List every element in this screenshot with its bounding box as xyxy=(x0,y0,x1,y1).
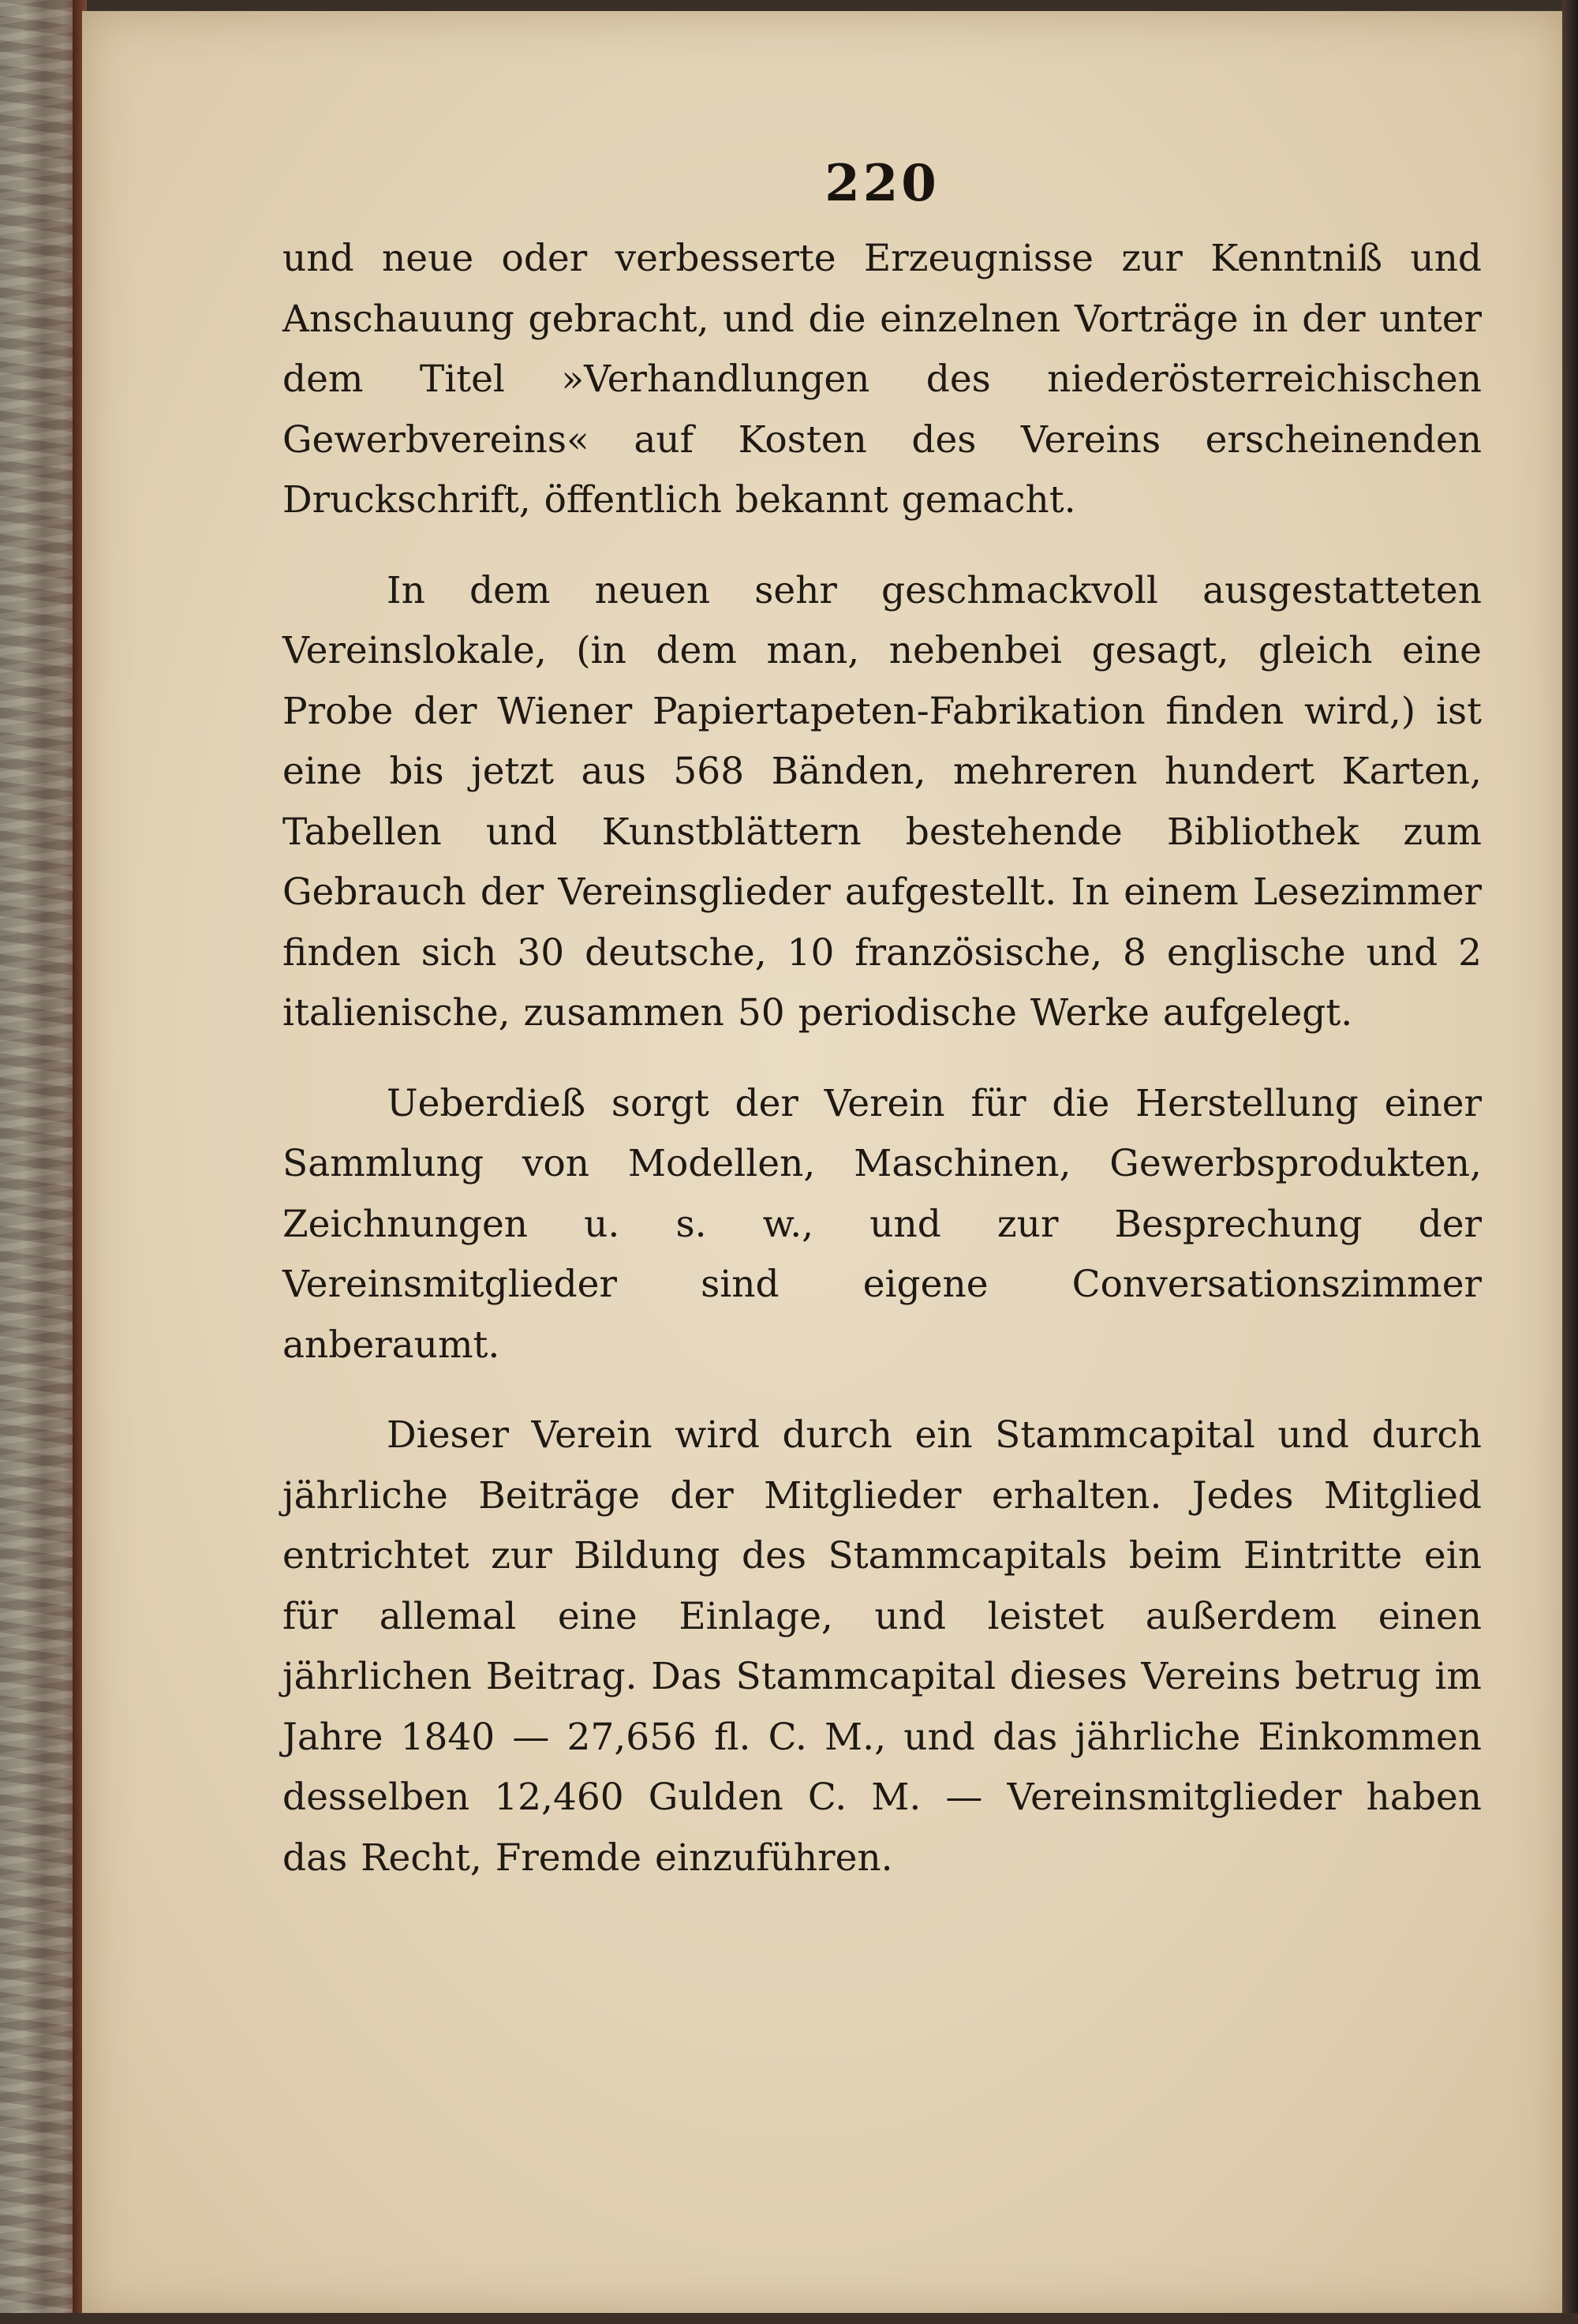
paragraph-2: In dem neuen sehr geschmackvoll ausgestatteten Vereinslokale, (in dem man, nebenbei gesagt, gleich eine Probe der Wiener Papiertapeten-Fabrikation finden wird,) ist eine bis jetzt aus 568 Bänden, mehreren hundert Karten, Tabellen und Kunstblättern bestehende Bibliothek zum Gebrauch der Vereinsglieder aufgestellt. In einem Lesezimmer finden sich 30 deutsche, 10 französische, 8 englische und 2 italienische, zusammen 50 periodische Werke aufgelegt. xyxy=(282,568,1482,1035)
page-number: 220 xyxy=(825,154,940,213)
page-edge-bottom xyxy=(0,2313,1578,2324)
paragraph-4: Dieser Verein wird durch ein Stammcapital und durch jährliche Beiträge der Mitglieder erhalten. Jedes Mitglied entrichtet zur Bildung des Stammcapitals beim Eintritte ein für allemal eine Einlage, und leistet außerdem einen jährlichen Beitrag. Das Stammcapital dieses Vereins betrug im Jahre 1840 — 27,656 fl. C. M., und das jährliche Einkommen desselben 12,460 Gulden C. M. — Vereinsmitglieder haben das Recht, Fremde einzuführen. xyxy=(282,1413,1482,1880)
page-content xyxy=(282,154,1482,1888)
page-edge-right xyxy=(1562,0,1578,2324)
paragraph-1: und neue oder verbesserte Erzeugnisse zur Kenntniß und Anschauung gebracht, und die einzelnen Vorträge in der unter dem Titel »Verhandlungen des niederösterreichischen Gewerbvereins« auf Kosten des Vereins erscheinenden Druckschrift, öffentlich bekannt gemacht. xyxy=(282,237,1482,522)
book-cover-edge xyxy=(0,0,79,2324)
paragraph-3: Ueberdieß sorgt der Verein für die Herstellung einer Sammlung von Modellen, Maschinen, Gewerbsprodukten, Zeichnungen u. s. w., und zur Besprechung der Vereinsmitglieder sind eigene Conversationszimmer anberaumt. xyxy=(282,1081,1482,1367)
